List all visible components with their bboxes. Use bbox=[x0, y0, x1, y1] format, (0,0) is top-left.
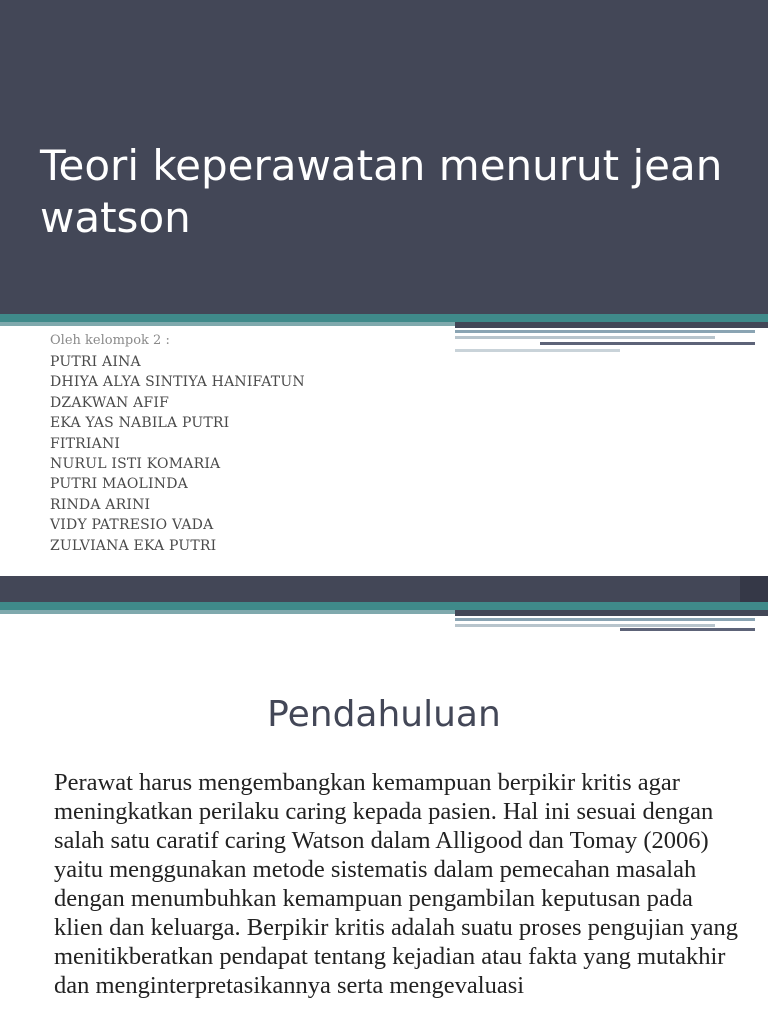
content-slide bbox=[0, 576, 768, 1024]
member-name: NURUL ISTI KOMARIA bbox=[50, 456, 221, 473]
member-name: VIDY PATRESIO VADA bbox=[50, 517, 214, 534]
member-name: DZAKWAN AFIF bbox=[50, 394, 169, 411]
member-name: ZULVIANA EKA PUTRI bbox=[50, 537, 217, 554]
member-name: RINDA ARINI bbox=[50, 496, 151, 513]
member-name: PUTRI MAOLINDA bbox=[50, 476, 188, 493]
member-name: PUTRI AINA bbox=[50, 354, 141, 370]
member-list bbox=[50, 352, 470, 556]
body-paragraph: Perawat harus mengembangkan kemampuan berpikir kritis agar meningkatkan perilaku caring kepada pasien. Hal ini sesuai dengan salah satu caratif caring Watson dalam Alligood dan Tomay (2006) yaitu menggunakan metode sistematis dalam pemecahan masalah dengan menumbuhkan kemampuan pengambilan keputusan pada klien dan keluarga. Berpikir kritis adalah suatu proses pengujian yang menitikberatkan pendapat tentang kejadian atau fakta yang mutakhir dan menginterpretasikannya serta mengevaluasi bbox=[54, 769, 739, 999]
slide-title: Teori keperawatan menurut jean watson bbox=[40, 141, 723, 242]
member-name: EKA YAS NABILA PUTRI bbox=[50, 415, 230, 432]
byline: Oleh kelompok 2 : bbox=[50, 333, 170, 348]
group-info bbox=[50, 332, 470, 556]
section-heading: Pendahuluan bbox=[267, 694, 501, 735]
header-band bbox=[0, 576, 768, 602]
member-name: DHIYA ALYA SINTIYA HANIFATUN bbox=[50, 374, 305, 391]
member-name: FITRIANI bbox=[50, 435, 121, 452]
